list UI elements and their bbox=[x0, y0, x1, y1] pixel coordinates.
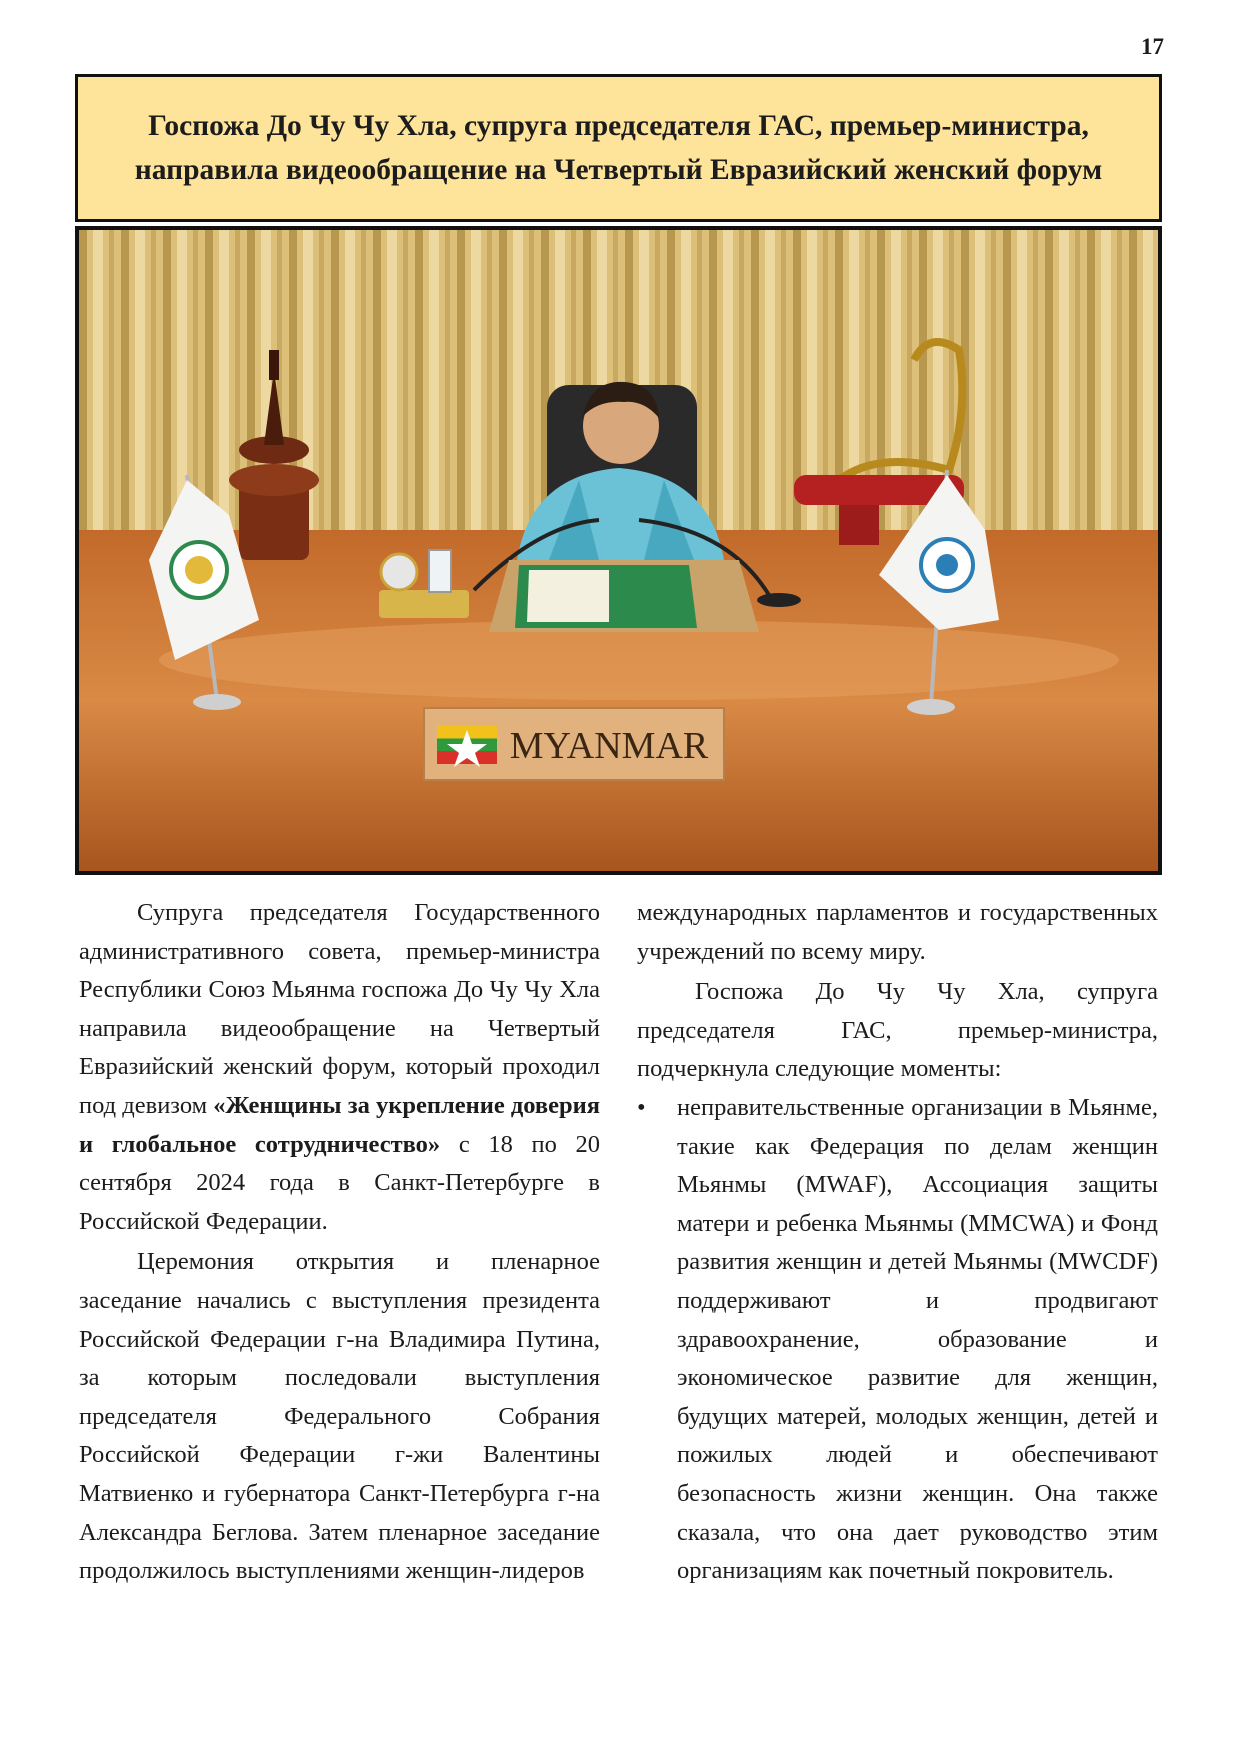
nameplate bbox=[424, 708, 724, 780]
desk-set bbox=[379, 590, 469, 618]
paragraph-3: международных парламентов и государственных учреждений по всему миру. bbox=[637, 899, 1158, 965]
page-number: 17 bbox=[1141, 34, 1164, 59]
paragraph-1-end: с 18 по 20 сентября 2024 года в Санкт-Петербурге в Российской Федерации. bbox=[79, 1130, 600, 1235]
nameplate-text: MYANMAR bbox=[509, 725, 709, 767]
paragraph-4: Госпожа До Чу Чу Хла, супруга председателя ГАС, премьер-министра, подчеркнула следующие моменты: bbox=[637, 978, 1158, 1083]
article-title-box bbox=[75, 74, 1162, 222]
article-title-line-1: Госпожа До Чу Чу Хла, супруга председателя ГАС, премьер-министра, bbox=[148, 110, 1089, 142]
paragraph-1-start: Супруга председателя Государственного административного совета, премьер-министра Республики Союз Мьянма госпожа До Чу Чу Хла направила видеообращение на Четвертый Евразийский женский форум, который проходил под девизом bbox=[79, 899, 600, 1119]
article-title-line-2: направила видеообращение на Четвертый Евразийский женский форум bbox=[134, 154, 1103, 186]
right-column bbox=[637, 894, 1158, 1591]
photo-illustration bbox=[79, 230, 1158, 871]
forum-motto: «Женщины за укрепление доверия и глобальное сотрудничество» bbox=[79, 1091, 600, 1158]
paragraph-1 bbox=[79, 894, 600, 1241]
bullet-item bbox=[637, 1089, 1158, 1591]
paragraph-2: Церемония открытия и пленарное заседание начались с выступления президента Российской Федерации г-на Владимира Путина, за которым последовали выступления председателя Федерального Собрания Российской Федерации г-жи Валентины Матвиенко и губернатора Санкт-Петербурга г-на Александра Беглова. Затем пленарное заседание продолжилось выступлениями женщин-лидеров bbox=[79, 1248, 600, 1585]
bullet-item-text: неправительственные организации в Мьянме, такие как Федерация по делам женщин Мьянмы (MWAF), Ассоциация защиты матери и ребенка Мьянмы (MMCWA) и Фонд развития женщин и детей Мьянмы (MWCDF) поддерживают и продвигают здравоохранение, образование и экономическое развитие для женщин, будущих матерей, молодых женщин, детей и пожилых людей и обеспечивают безопасность жизни женщин. Она также сказала, что она дает руководство этим организациям как почетный покровитель. bbox=[677, 1093, 1158, 1585]
article-photo bbox=[75, 226, 1162, 875]
left-column bbox=[79, 894, 600, 1591]
bullet-icon: • bbox=[637, 1093, 646, 1121]
